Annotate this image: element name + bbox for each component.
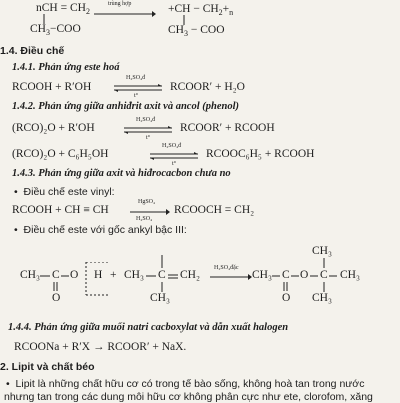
s142-eq2-lhs: (RCO)₂O + C₆H₅OH xyxy=(12,148,109,160)
carbonyl-oxygen-2: O xyxy=(282,292,291,304)
section-1-4-2-title: 1.4.2. Phản ứng giữa anhiđrit axit và ancol (phenol) xyxy=(12,101,239,112)
s142-eq1-lhs: (RCO)₂O + R′OH xyxy=(12,122,95,134)
lipid-paragraph-line-1: • Lipit là những chất hữu cơ có trong tế bào sống, không hoà tan trong nước xyxy=(6,378,365,390)
s144-equation: RCOONa + R′X → RCOOR′ + NaX. xyxy=(14,341,187,353)
section-1-4-3-title: 1.4.3. Phản ứng giữa axit và hiđrocacbon chưa no xyxy=(12,168,231,179)
struct-arrow xyxy=(210,273,252,281)
s141-cond-top: H₂SO₄đ xyxy=(126,75,146,81)
ch3-isobutene-2: CH₃ xyxy=(150,292,170,304)
s143-bullet-2: • Điều chế este với gốc ankyl bậc III: xyxy=(14,224,187,236)
s142-eq2-cond-bottom: t° xyxy=(172,161,177,167)
s143-eq-arrow xyxy=(130,208,170,216)
bond-up xyxy=(318,258,330,270)
section-2-title: 2. Lipit và chất béo xyxy=(0,361,95,373)
ch3-product: CH₃ xyxy=(252,269,272,281)
bullet-icon: • xyxy=(14,224,18,236)
s141-lhs: RCOOH + R′OH xyxy=(12,81,92,93)
bond xyxy=(40,275,52,279)
polymer-reactant-bottom: $CH_3-COO$ xyxy=(30,23,81,37)
polymer-arrow-condition: trùng hợp xyxy=(108,1,132,7)
tertiary-carbon: C xyxy=(320,269,328,281)
bond xyxy=(310,275,320,279)
s142-eq1-cond-bottom: t° xyxy=(146,135,151,141)
ch3-tert-bottom: CH₃ xyxy=(312,292,332,304)
s142-eq2-cond-top: H₂SO₄đ xyxy=(162,143,182,149)
s142-eq2-rhs: RCOOC₆H₅ + RCOOH xyxy=(206,148,315,160)
struct-arrow-condition: H₂SO₄đặc xyxy=(214,265,239,271)
bond xyxy=(272,275,282,279)
ch3-tert-right: CH₃ xyxy=(340,269,360,281)
s143-eq-cond-top: HgSO₄ xyxy=(138,199,156,205)
ester-oxygen-1: O xyxy=(70,269,79,281)
s142-eq1-rhs: RCOOR′ + RCOOH xyxy=(180,122,275,134)
ch3-isobutene-1: CH₃ xyxy=(124,269,144,281)
bond xyxy=(146,275,158,279)
double-bond xyxy=(50,282,62,292)
carbonyl-oxygen-1: O xyxy=(52,292,61,304)
s141-rhs: RCOOR′ + H₂O xyxy=(170,81,245,93)
bond-up xyxy=(156,255,168,269)
double-bond xyxy=(168,273,180,281)
bullet-icon: • xyxy=(6,378,10,390)
s143-bullet-1: • Điều chế este vinyl: xyxy=(14,186,115,198)
lipid-paragraph-line-2: nhưng tan trong các dung môi hữu cơ không phân cực như ete, clorofom, xăng xyxy=(4,391,373,403)
s143-eq-lhs: RCOOH + CH ≡ CH xyxy=(12,204,109,216)
s143-eq-cond-bottom: H₂SO₄ xyxy=(136,216,153,222)
section-1-4-title: 1.4. Điều chế xyxy=(0,45,65,57)
carbonyl-carbon-2: C xyxy=(282,269,290,281)
carbonyl-carbon-1: C xyxy=(52,269,60,281)
polymer-product-top: $+CH - CH_2+_n$ xyxy=(168,3,234,17)
polymer-reactant-top: nCH = $CH_2$ xyxy=(36,2,90,16)
section-1-4-4-title: 1.4.4. Phản ứng giữa muối natri cacboxylat và dẫn xuất halogen xyxy=(8,322,289,333)
polymer-bond-left xyxy=(34,14,54,26)
bullet-icon: • xyxy=(14,186,18,198)
s141-cond-bottom: t° xyxy=(134,93,139,99)
polymer-product-bottom: $CH_3$ − COO xyxy=(168,24,225,38)
bond xyxy=(329,275,339,279)
isobutene-carbon: C xyxy=(158,269,166,281)
ester-oxygen-2: O xyxy=(300,269,309,281)
ch2: CH₂ xyxy=(180,269,200,281)
ch3-tert-top: CH₃ xyxy=(312,245,332,257)
hydrogen: H xyxy=(94,269,103,281)
s143-eq-rhs: RCOOCH = CH₂ xyxy=(174,204,255,216)
ch3-left: CH₃ xyxy=(20,269,40,281)
polymer-arrow xyxy=(94,10,156,18)
s141-equilibrium-arrow xyxy=(114,84,166,94)
section-1-4-1-title: 1.4.1. Phản ứng este hoá xyxy=(12,62,120,73)
s142-eq1-cond-top: H₂SO₄đ xyxy=(136,117,156,123)
plus-sign: + xyxy=(110,269,117,281)
double-bond xyxy=(280,282,292,292)
